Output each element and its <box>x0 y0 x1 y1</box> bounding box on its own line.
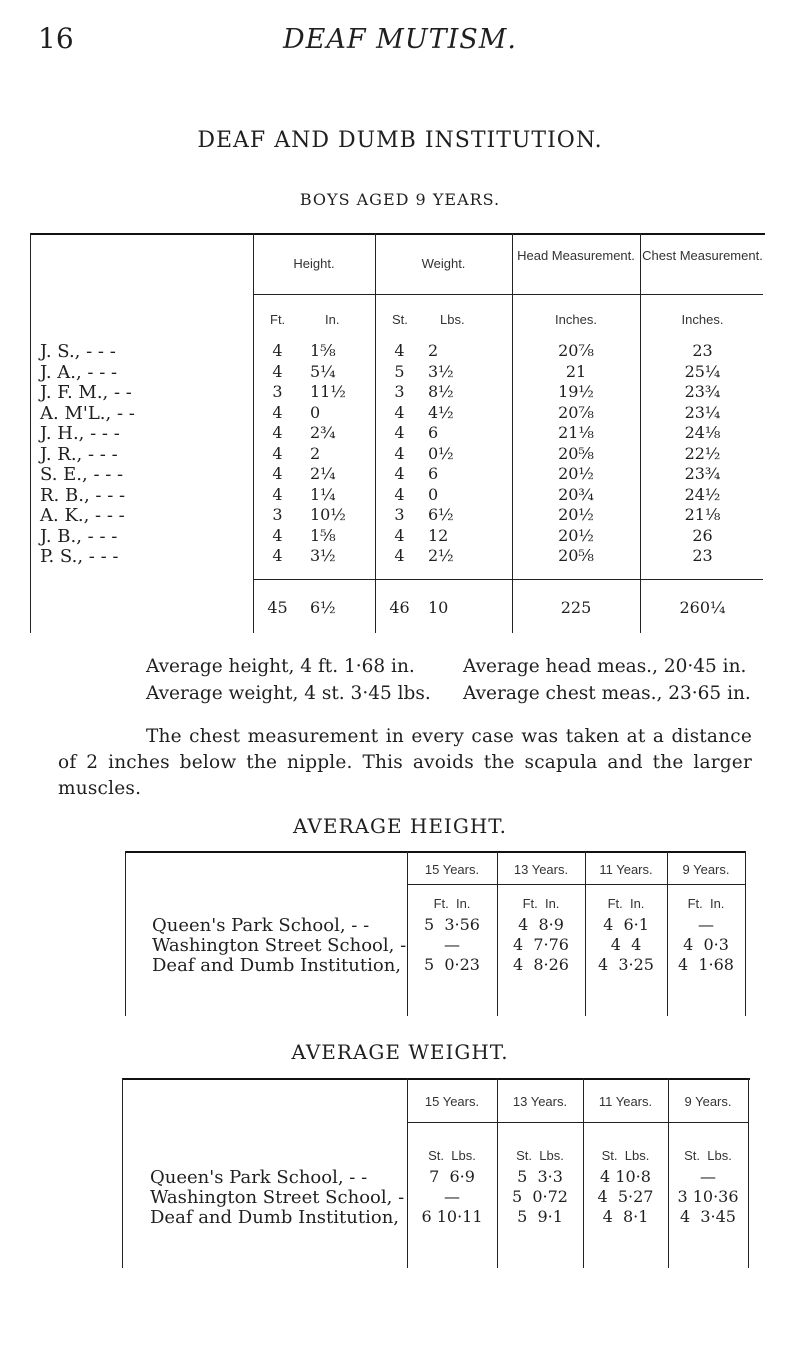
table-cell: 5 3·3 <box>517 1167 563 1186</box>
row-name: P. S., - - - <box>40 546 119 567</box>
cell-head: 20⅝ <box>558 443 594 463</box>
header-head: Head Measurement. <box>517 248 635 263</box>
cell-ft: 4 <box>272 402 283 422</box>
col-unit: St. Lbs. <box>684 1148 732 1163</box>
table-cell: 4 8·1 <box>602 1207 649 1226</box>
cell-chest: 26 <box>692 525 713 545</box>
cell-lbs: 2½ <box>428 546 454 565</box>
table-cell: 4 10·8 <box>600 1167 651 1186</box>
table-cell: — <box>698 915 714 934</box>
cell-in: 2 <box>310 443 321 463</box>
table-cell: 4 8·26 <box>513 955 569 974</box>
unit-in: In. <box>325 312 340 327</box>
row-name: R. B., - - - <box>40 484 126 506</box>
table-cell: — <box>444 935 460 954</box>
table-cell: 4 1·68 <box>678 955 734 974</box>
row-name: J. A., - - - <box>40 361 118 383</box>
cell-st: 3 <box>394 505 405 524</box>
cell-in: 10½ <box>310 505 346 524</box>
row-name: J. S., - - - <box>40 341 116 362</box>
table-cell: 4 3·45 <box>680 1207 736 1226</box>
cell-in: 0 <box>310 402 321 422</box>
total-in: 6½ <box>310 598 336 617</box>
cell-st: 4 <box>394 546 405 565</box>
table-cell: 6 10·11 <box>421 1207 483 1226</box>
row-label: Deaf and Dumb Institution, <box>150 1207 400 1228</box>
unit-chest: Inches. <box>681 312 724 327</box>
running-head: DEAF MUTISM. <box>283 24 517 55</box>
cell-in: 11½ <box>310 382 346 401</box>
cell-head: 21 <box>565 361 587 381</box>
col-unit: St. Lbs. <box>516 1148 564 1163</box>
row-label: Queen's Park School, - - <box>150 1167 368 1188</box>
row-label: Deaf and Dumb Institution, <box>152 955 402 976</box>
cell-in: 5¼ <box>310 361 336 381</box>
unit-ft: Ft. <box>270 312 286 327</box>
cell-in: 2¾ <box>310 423 336 442</box>
cell-lbs: 2 <box>428 341 439 360</box>
cell-chest: 24⅛ <box>684 423 721 442</box>
table-cell: 4 8·9 <box>518 915 564 934</box>
col-header: 15 Years. <box>424 862 480 877</box>
avg-chest: Average chest meas., 23·65 in. <box>463 683 751 704</box>
cell-ft: 4 <box>272 484 283 504</box>
total-ft: 45 <box>267 598 288 617</box>
total-head: 225 <box>560 598 592 617</box>
cell-lbs: 6½ <box>428 505 454 524</box>
page-number: 16 <box>38 22 74 55</box>
cell-chest: 22½ <box>684 443 721 463</box>
cell-lbs: 3½ <box>428 361 454 381</box>
row-label: Washington Street School, - <box>150 1187 405 1208</box>
table-cell: 4 0·3 <box>683 935 729 954</box>
cell-head: 20½ <box>558 464 594 483</box>
table-cell: 5 3·56 <box>424 915 480 934</box>
row-name: J. F. M., - - <box>40 382 132 403</box>
cell-ft: 4 <box>272 443 283 463</box>
table-cell: 5 9·1 <box>517 1207 563 1226</box>
total-chest: 260¼ <box>679 598 726 617</box>
row-label: Queen's Park School, - - <box>152 915 370 936</box>
table-cell: 5 0·72 <box>512 1187 568 1206</box>
cell-ft: 4 <box>272 423 283 442</box>
unit-st: St. <box>392 312 408 327</box>
cell-ft: 4 <box>272 361 283 381</box>
cell-chest: 24½ <box>684 484 721 504</box>
cell-chest: 25¼ <box>684 361 721 381</box>
cell-in: 2¼ <box>310 464 336 483</box>
col-header: 15 Years. <box>424 1094 480 1109</box>
col-header: 9 Years. <box>682 862 730 877</box>
col-header: 11 Years. <box>598 1094 653 1109</box>
cell-st: 4 <box>394 341 405 360</box>
cell-head: 20⅝ <box>558 546 594 565</box>
cell-ft: 4 <box>272 341 283 360</box>
cell-lbs: 0½ <box>428 443 454 463</box>
avg-weight: Average weight, 4 st. 3·45 lbs. <box>146 683 431 704</box>
cell-lbs: 6 <box>428 423 439 442</box>
cell-st: 4 <box>394 484 405 504</box>
page-title: DEAF AND DUMB INSTITUTION. <box>197 128 603 153</box>
cell-st: 4 <box>394 402 405 422</box>
row-name: S. E., - - - <box>40 464 124 485</box>
header-height: Height. <box>293 256 335 271</box>
row-name: J. H., - - - <box>40 423 120 444</box>
col-header: 13 Years. <box>512 1094 568 1109</box>
col-header: 13 Years. <box>513 862 569 877</box>
cell-head: 20½ <box>558 505 594 524</box>
cell-head: 20½ <box>558 525 594 545</box>
cell-lbs: 4½ <box>428 402 454 422</box>
total-lbs: 10 <box>428 598 449 617</box>
cell-ft: 3 <box>272 505 283 524</box>
header-chest: Chest Measurement. <box>642 248 763 263</box>
total-st: 46 <box>389 598 410 617</box>
cell-in: 1¼ <box>310 484 336 504</box>
cell-st: 4 <box>394 464 405 483</box>
chest-note-paragraph: The chest measurement in every case was taken at a distance of 2 inches below the nipple. This avoids the scapula and the larger muscles. <box>58 726 752 799</box>
table-cell: — <box>444 1187 460 1206</box>
height-table-title: AVERAGE HEIGHT. <box>292 814 508 838</box>
cell-st: 5 <box>394 361 405 381</box>
cell-lbs: 8½ <box>428 382 454 401</box>
unit-lbs: Lbs. <box>440 312 465 327</box>
cell-ft: 4 <box>272 464 283 483</box>
cell-chest: 23¾ <box>684 464 721 483</box>
cell-chest: 21⅛ <box>684 505 721 524</box>
unit-head: Inches. <box>555 312 597 327</box>
header-weight: Weight. <box>421 256 466 271</box>
cell-st: 4 <box>394 525 405 545</box>
row-name: A. K., - - - <box>40 505 125 526</box>
table-cell: 4 6·1 <box>603 915 649 934</box>
cell-ft: 4 <box>272 546 283 565</box>
table-cell: 3 10·36 <box>677 1187 739 1206</box>
cell-lbs: 0 <box>428 484 439 504</box>
table-cell: 4 3·25 <box>598 955 654 974</box>
table-cell: — <box>700 1167 716 1186</box>
cell-ft: 3 <box>272 382 283 401</box>
cell-head: 20⅞ <box>558 402 594 422</box>
row-label: Washington Street School, - <box>152 935 407 956</box>
cell-in: 1⅝ <box>310 341 336 360</box>
cell-head: 21⅛ <box>558 423 594 442</box>
page-subtitle: BOYS AGED 9 YEARS. <box>299 190 501 209</box>
cell-st: 3 <box>394 382 405 401</box>
cell-chest: 23¾ <box>684 382 721 401</box>
cell-in: 1⅝ <box>310 525 336 545</box>
table-cell: 4 5·27 <box>597 1187 654 1206</box>
cell-chest: 23 <box>692 341 713 360</box>
cell-lbs: 12 <box>428 525 449 545</box>
col-unit: Ft. In. <box>433 896 471 911</box>
table-cell: 7 6·9 <box>429 1167 475 1186</box>
col-unit: Ft. In. <box>607 896 645 911</box>
col-unit: St. Lbs. <box>601 1148 650 1163</box>
table-cell: 5 0·23 <box>424 955 480 974</box>
col-unit: Ft. In. <box>687 896 725 911</box>
table-cell: 4 4 <box>610 935 642 954</box>
cell-head: 20⅞ <box>558 341 594 360</box>
row-name: J. B., - - - <box>40 525 118 547</box>
col-unit: Ft. In. <box>522 896 560 911</box>
cell-head: 20¾ <box>558 484 594 504</box>
cell-ft: 4 <box>272 525 283 545</box>
cell-chest: 23¼ <box>684 402 721 422</box>
col-unit: St. Lbs. <box>428 1148 476 1163</box>
cell-head: 19½ <box>558 382 594 401</box>
row-name: A. M'L., - - <box>40 402 135 424</box>
cell-lbs: 6 <box>428 464 439 483</box>
cell-st: 4 <box>394 443 405 463</box>
cell-in: 3½ <box>310 546 336 565</box>
weight-table-title: AVERAGE WEIGHT. <box>291 1040 509 1064</box>
col-header: 11 Years. <box>599 862 653 877</box>
table-cell: 4 7·76 <box>513 935 569 954</box>
cell-chest: 23 <box>692 546 713 565</box>
avg-height: Average height, 4 ft. 1·68 in. <box>146 656 415 677</box>
avg-head: Average head meas., 20·45 in. <box>463 656 747 677</box>
row-name: J. R., - - - <box>40 443 118 465</box>
col-header: 9 Years. <box>684 1094 732 1109</box>
cell-st: 4 <box>394 423 405 442</box>
